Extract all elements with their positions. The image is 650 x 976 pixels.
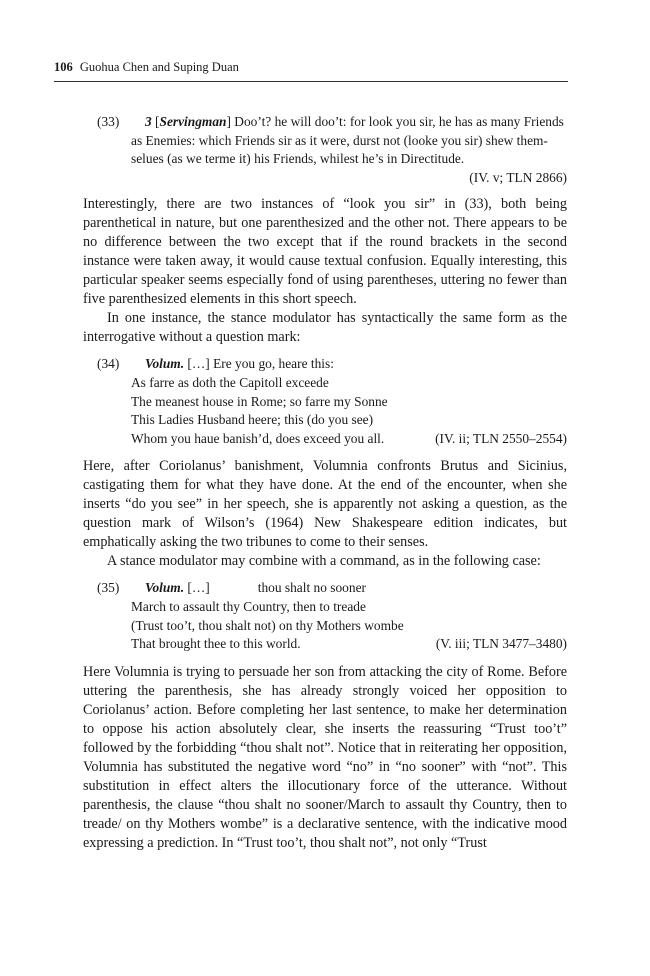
example-34: [83, 355, 567, 448]
speaker-name: Volum.: [145, 356, 185, 372]
speaker-number: 3: [145, 114, 152, 129]
example-number: (34): [97, 356, 120, 372]
body-paragraph: Interestingly, there are two instances of “look you sir” in (33), both being parenthetical in nature, but one parenthesized and the other not. There appears to be no difference between the two except that if the round brackets in the second instance were taken away, it would cause textual confusion. Equally interesting, this particular speaker seems especially fond of using parentheses, uttering no fewer than five parenthesized elements in this short speech.: [83, 196, 567, 308]
verse-line: The meanest house in Rome; so farre my Sonne: [131, 393, 388, 409]
example-33: [83, 113, 567, 187]
body-paragraph: A stance modulator may combine with a command, as in the following case:: [107, 553, 541, 570]
speaker-name: Servingman: [159, 114, 227, 129]
verse-line: [83, 355, 567, 374]
example-number: (35): [97, 580, 120, 596]
verse-text: thou shalt no sooner: [257, 580, 366, 596]
verse-text: […] Ere you go, heare this:: [184, 356, 334, 372]
citation-ref: (V. iii; TLN 3477–3480): [435, 636, 567, 652]
citation-ref: (IV. v; TLN 2866): [469, 169, 567, 185]
running-header: [54, 59, 568, 82]
verse-text: […]: [184, 580, 210, 596]
verse-line: [83, 579, 567, 598]
example-line: as Enemies: which Friends sir as it were, durst not (looke you sir) shew them-: [131, 132, 548, 148]
body-paragraph: Here Volumnia is trying to persuade her son from attacking the city of Rome. Before uttering the parenthesis, she has already strongly voiced her opposition to Coriolanus’ action. Before completing her last sentence, to make her determination to oppose his action absolutely clear, she inserts the reassuring “Trust too’t” followed by the forbidding “thou shalt not”. Notice that in reiterating her opposition, Volumnia has substituted the negative word “no” in “no sooner” with “not”. This substitution in effect alters the illocutionary force of the utterance. Without parenthesis, the clause “thou shalt no sooner/March to assault thy Country, then to treade/ on thy Mothers wombe” is a declarative sentence, with the indicative mood expressing a prediction. In “Trust too’t, thou shalt not”, not only “Trust: [83, 663, 567, 851]
verse-line: [83, 430, 567, 449]
example-35: [83, 579, 567, 653]
running-title: Guohua Chen and Suping Duan: [79, 60, 239, 74]
example-line: selues (as we terme it) his Friends, whilest he’s in Directitude.: [131, 151, 465, 167]
verse-text: That brought thee to this world.: [131, 636, 301, 652]
example-line: 3 [Servingman] Doo’t? he will doo’t: for look you sir, he has as many Friends: [145, 114, 564, 129]
example-number: (33): [97, 114, 120, 129]
page-number: 106: [54, 60, 73, 74]
verse-line: March to assault thy Country, then to treade: [131, 598, 366, 614]
example-line-text: ] Doo’t? he will doo’t: for look you sir, he has as many Friends: [226, 114, 564, 129]
page-body: [83, 113, 567, 853]
verse-text: Whom you haue banish’d, does exceed you all.: [131, 430, 385, 446]
speaker-name: Volum.: [145, 580, 185, 596]
example-text: [83, 113, 567, 187]
citation-ref: (IV. ii; TLN 2550–2554): [435, 430, 567, 446]
verse-line: [83, 635, 567, 654]
body-paragraph: In one instance, the stance modulator has syntactically the same form as the interrogative without a question mark:: [83, 310, 567, 346]
verse-line: This Ladies Husband heere; this (do you see): [131, 412, 374, 428]
verse-line: (Trust too’t, thou shalt not) on thy Mothers wombe: [131, 617, 404, 633]
body-paragraph: Here, after Coriolanus’ banishment, Volumnia confronts Brutus and Sicinius, castigating them for what they have done. At the end of the encounter, when she inserts “do you see” in her speech, she is apparently not asking a question, as the question mark of Wilson’s (1964) New Shakespeare edition indicates, but emphatically asking the two tribunes to come to their senses.: [83, 458, 567, 551]
verse-line: As farre as doth the Capitoll exceede: [131, 374, 329, 390]
